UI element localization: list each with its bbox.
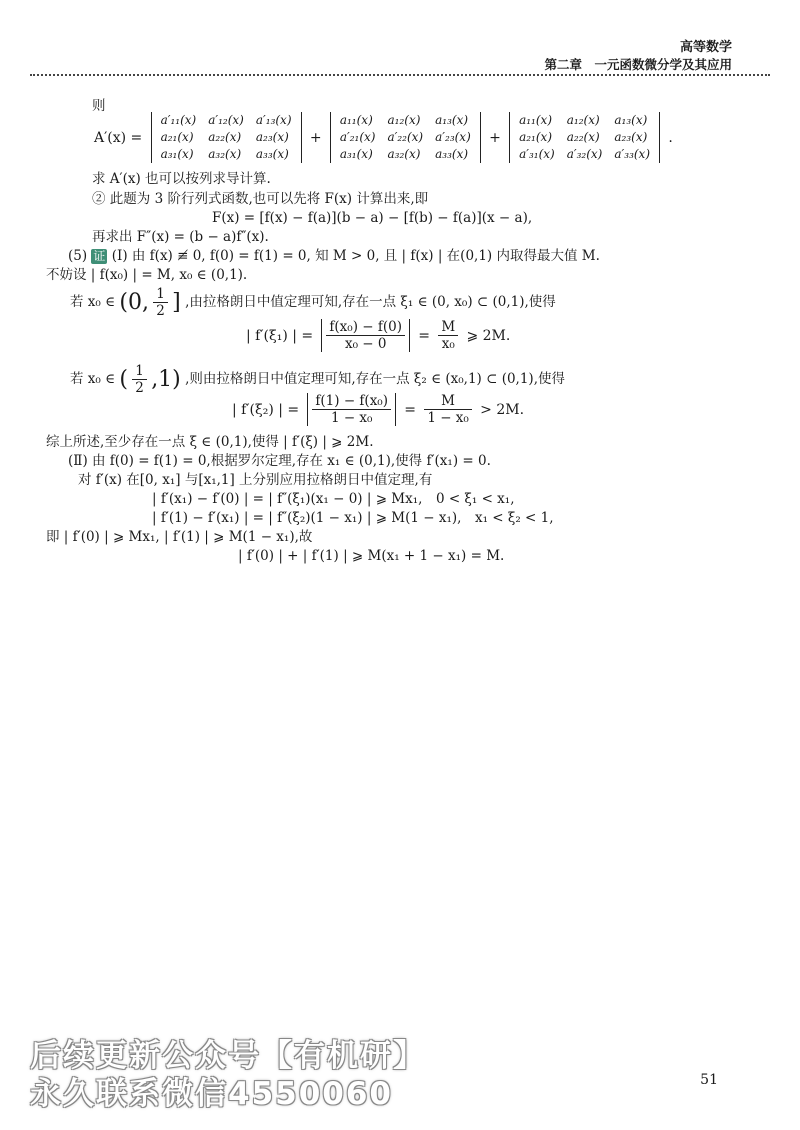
- matrix-entry: a₂₃(x): [614, 130, 648, 144]
- determinant-2: [330, 112, 481, 163]
- eq2-end: > 2M.: [480, 401, 525, 418]
- matrix-row: [334, 146, 477, 163]
- case2-interval-close: ,1): [151, 367, 181, 392]
- half-fraction: $\frac{1}{2}$: [153, 286, 168, 319]
- half-fraction: $\frac{1}{2}$: [132, 363, 147, 396]
- eq1-rhs-fraction: $\frac{M}{\text{x₀}}$: [438, 319, 458, 352]
- case1-suffix: ,由拉格朗日中值定理可知,存在一点 ξ₁ ∈ (0, x₀) ⊂ (0,1),使得: [185, 294, 556, 310]
- inequality-1: | f′(x₁) − f′(0) | = | f″(ξ₁)(x₁ − 0) | ⩾ Mx₁, 0 < ξ₁ < x₁,: [152, 491, 515, 507]
- matrix-row: [155, 129, 298, 146]
- matrix-entry: a′₁₃(x): [255, 113, 292, 127]
- determinant-derivative-equation: [90, 112, 677, 163]
- matrix-entry: a₁₂(x): [566, 113, 600, 127]
- matrix-entry: a₃₂(x): [208, 147, 242, 161]
- eq2-equals: =: [404, 401, 417, 418]
- ze-label: 则: [92, 98, 106, 114]
- matrix-entry: a₃₁(x): [160, 147, 194, 161]
- note-2: ② 此题为 3 阶行列式函数,也可以先将 F(x) 计算出来,即: [92, 191, 429, 207]
- wlog-line: 不妨设 | f(x₀) | = M, x₀ ∈ (0,1).: [46, 267, 248, 283]
- eq1-end: ⩾ 2M.: [466, 327, 511, 344]
- case1-interval-close: ]: [172, 290, 181, 315]
- case2-interval-open: (: [119, 367, 128, 392]
- matrix-entry: a₃₃(x): [435, 147, 469, 161]
- eq2-rhs-fraction: $\frac{M}{\text{1 − x₀}}$: [424, 393, 472, 426]
- matrix-entry: a′₂₂(x): [387, 130, 424, 144]
- case1-prefix: 若 x₀ ∈: [70, 294, 116, 310]
- period: .: [668, 129, 673, 146]
- matrix-entry: a₁₁(x): [339, 113, 373, 127]
- matrix-entry: a₂₃(x): [255, 130, 289, 144]
- ie-line: 即 | f′(0) | ⩾ Mx₁, | f′(1) | ⩾ M(1 − x₁),故: [46, 529, 313, 545]
- matrix-entry: a₁₁(x): [519, 113, 552, 127]
- eq1-equals: =: [418, 327, 431, 344]
- matrix-entry: a₂₂(x): [566, 130, 600, 144]
- matrix-entry: a′₃₁(x): [519, 147, 555, 161]
- watermark-line-1: 后续更新公众号【有机研】: [30, 1038, 426, 1074]
- matrix-entry: a₁₃(x): [435, 113, 469, 127]
- matrix-row: [334, 112, 477, 129]
- page-number: 51: [700, 1072, 718, 1088]
- chapter-title: 第二章 一元函数微分学及其应用: [544, 57, 732, 72]
- matrix-entry: a₃₃(x): [255, 147, 289, 161]
- proof-badge: 证: [93, 249, 106, 263]
- matrix-entry: a₂₁(x): [519, 130, 552, 144]
- part5-number: (5): [68, 248, 88, 264]
- case2-suffix: ,则由拉格朗日中值定理可知,存在一点 ξ₂ ∈ (x₀,1) ⊂ (0,1),使得: [185, 371, 565, 387]
- inequality-2: | f′(1) − f′(x₁) | = | f″(ξ₂)(1 − x₁) | ⩾ M(1 − x₁), x₁ < ξ₂ < 1,: [152, 510, 554, 526]
- matrix-entry: a′₁₁(x): [160, 113, 197, 127]
- matrix-entry: a′₁₂(x): [208, 113, 244, 127]
- determinant-1: [151, 112, 302, 163]
- F-formula: F(x) = [f(x) − f(a)](b − a) − [f(b) − f(a)](x − a),: [212, 210, 533, 226]
- eq2-abs-fraction: $\frac{\text{f(1) − f(x₀)}}{\text{1 − x₀}}$: [307, 393, 396, 426]
- case2-prefix: 若 x₀ ∈: [70, 371, 116, 387]
- book-title: 高等数学: [679, 40, 732, 55]
- case2-line: [70, 363, 565, 396]
- header-divider: [30, 74, 770, 76]
- by-column-note: 求 A′(x) 也可以按列求导计算.: [92, 171, 271, 187]
- matrix-row: [155, 112, 298, 129]
- deriv-lhs: A′(x) =: [94, 129, 143, 146]
- case1-line: [70, 286, 556, 319]
- eq1-lhs: | f′(ξ₁) | =: [246, 327, 314, 344]
- matrix-entry: a₃₁(x): [339, 147, 373, 161]
- matrix-entry: a₂₂(x): [208, 130, 242, 144]
- case1-interval-open: (0,: [119, 290, 149, 315]
- matrix-entry: a₂₁(x): [160, 130, 194, 144]
- F-second-derivative: 再求出 F″(x) = (b − a)f″(x).: [92, 229, 269, 245]
- equation-1: [242, 319, 514, 352]
- final-result: | f′(0) | + | f′(1) | ⩾ M(x₁ + 1 − x₁) = M.: [238, 548, 505, 564]
- equation-2: [228, 393, 528, 426]
- matrix-entry: a′₃₂(x): [566, 147, 603, 161]
- plus-sign: +: [309, 129, 322, 146]
- watermark-line-2: 永久联系微信4550060: [30, 1076, 393, 1112]
- eq2-lhs: | f′(ξ₂) | =: [232, 401, 300, 418]
- eq1-abs-fraction: $\frac{\text{f(x₀) − f(0)}}{\text{x₀ − 0}}$: [321, 319, 410, 352]
- part5-line: [68, 248, 600, 264]
- part2-apply: 对 f′(x) 在[0, x₁] 与[x₁,1] 上分别应用拉格朗日中值定理,有: [78, 472, 433, 488]
- matrix-row: [513, 112, 656, 129]
- matrix-entry: a′₃₃(x): [614, 147, 651, 161]
- plus-sign: +: [489, 129, 501, 146]
- matrix-row: [155, 146, 298, 163]
- part2-line: (Ⅱ) 由 f(0) = f(1) = 0,根据罗尔定理,存在 x₁ ∈ (0,1),使得 f′(x₁) = 0.: [68, 453, 491, 469]
- conclusion-line: 综上所述,至少存在一点 ξ ∈ (0,1),使得 | f′(ξ) | ⩾ 2M.: [46, 434, 374, 450]
- matrix-row: [513, 129, 656, 146]
- matrix-entry: a₃₂(x): [387, 147, 421, 161]
- part5-text: (Ⅰ) 由 f(x) ≢ 0, f(0) = f(1) = 0, 知 M > 0, 且 | f(x) | 在(0,1) 内取得最大值 M.: [111, 248, 600, 264]
- matrix-row: [334, 129, 477, 146]
- matrix-row: [513, 146, 656, 163]
- determinant-3: [509, 112, 660, 163]
- matrix-entry: a′₂₁(x): [339, 130, 376, 144]
- matrix-entry: a′₂₃(x): [435, 130, 471, 144]
- matrix-entry: a₁₃(x): [614, 113, 648, 127]
- matrix-entry: a₁₂(x): [387, 113, 421, 127]
